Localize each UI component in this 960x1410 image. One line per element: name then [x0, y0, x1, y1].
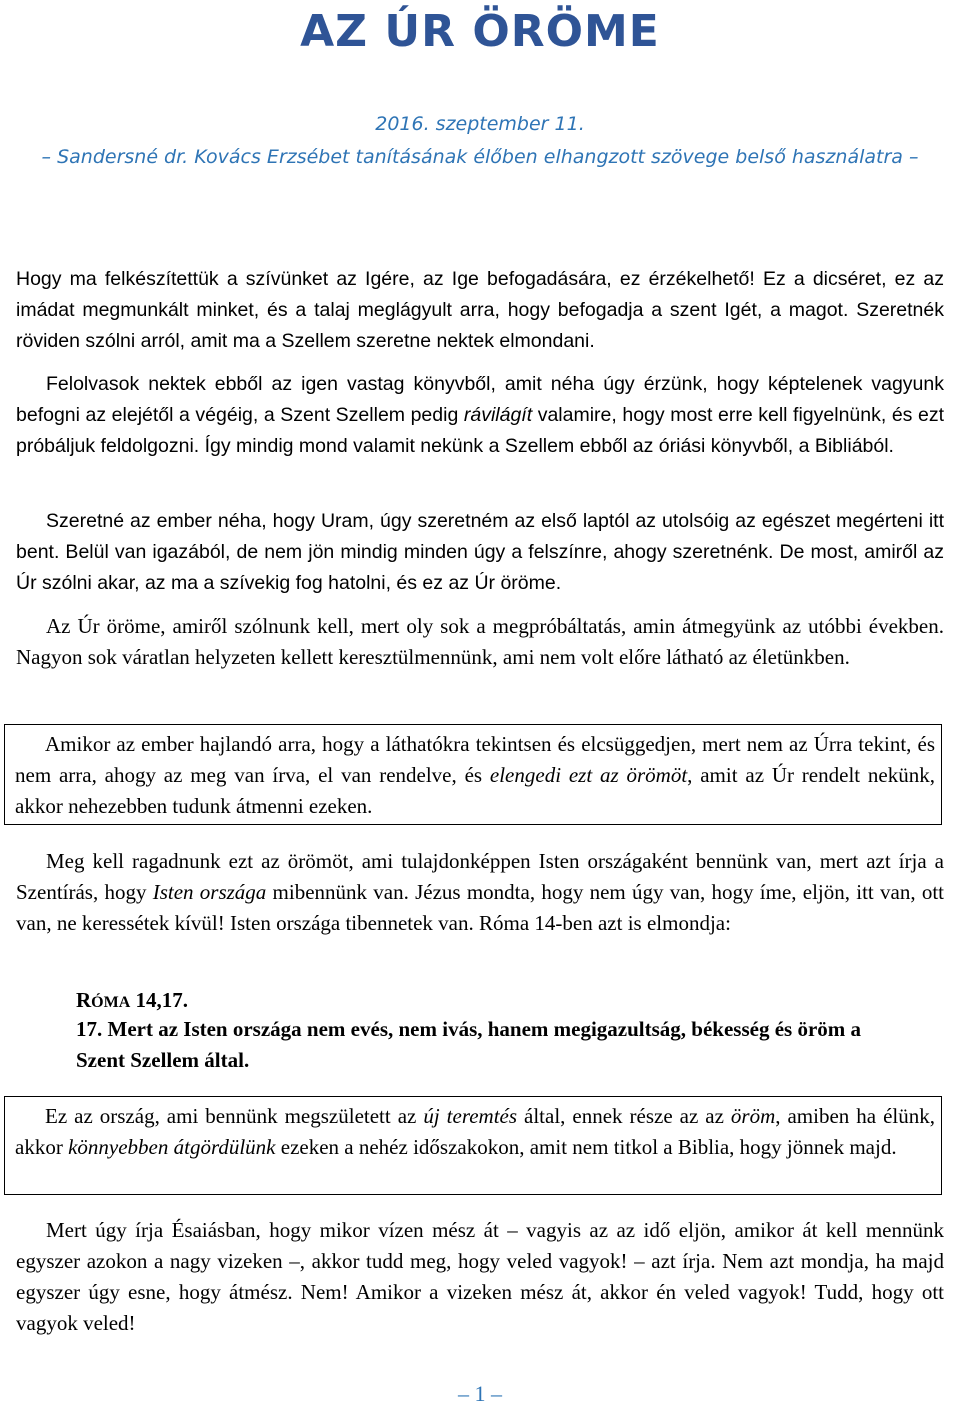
page-title: AZ ÚR ÖRÖME [300, 6, 660, 57]
highlight-box-1 [4, 724, 942, 825]
box-1-text-b: , amit az Úr rendelt nekünk, akkor nehezebben tudunk átmenni ezeken. [15, 763, 935, 818]
paragraph-5 [16, 846, 944, 939]
box-2-emphasis-3: könnyebben átgördülünk [68, 1135, 276, 1159]
highlight-box-2 [4, 1096, 942, 1195]
reference-number: 14,17. [130, 988, 189, 1012]
scripture-quote: 17. Mert az Isten országa nem evés, nem ivás, hanem megigazultság, békesség és öröm a Szent Szellem által. [76, 1017, 862, 1072]
paragraph-4: Az Úr öröme, amiről szólnunk kell, mert oly sok a megpróbáltatás, amin átmegyünk az utóbbi években. Nagyon sok váratlan helyzeten kellett keresztülmennünk, ami nem volt előre látható az életünkben. [16, 614, 944, 669]
paragraph-2-text-a: Felolvasok nektek ebből az igen vastag könyvből, amit néha úgy érzünk, hogy képtelenek vagyunk befogni az elejétől a végéig, a Szent Szellem pedig [16, 373, 944, 426]
box-2-text-a: Ez az ország, ami bennünk megszületett az [45, 1104, 424, 1128]
paragraph-3: Szeretné az ember néha, hogy Uram, úgy szeretném az első laptól az utolsóig az egészet megérteni itt bent. Belül van igazából, de nem jön mindig minden úgy a felszínre, ahogy szeretnénk. De most, amiről az Úr szólni akar, az ma a szívekig fog hatolni, és ez az Úr öröme. [16, 510, 944, 594]
paragraph-2-text-b: valamire, hogy most erre kell figyelnünk, és ezt próbáljuk feldolgozni. Így mindig mond valamit nekünk a Szellem ebből az óriási könyvből, a Bibliából. [16, 404, 944, 457]
box-1-text-a: Amikor az ember hajlandó arra, hogy a láthatókra tekintsen és elcsüggedjen, mert nem az Úrra tekint, és nem arra, ahogy az meg van írva, el van rendelve, és [15, 732, 935, 787]
reference-initial: R [76, 988, 92, 1012]
page-number: – 1 – [458, 1381, 502, 1406]
box-2-emphasis-1: új teremtés [423, 1104, 518, 1128]
date-line: 2016. szeptember 11. [375, 113, 585, 135]
paragraph-6: Mert úgy írja Ésaiásban, hogy mikor vízen mész át – vagyis az az idő eljön, amikor át kell mennünk egyszer azokon a nagy vizeken –, akkor tudd meg, hogy veled vagyok! – azt írja. Nem azt mondja, ha majd egyszer úgy esne, hogy átmész. Nem! Amikor a vizeken mész át, akkor én veled vagyok! Tudd, hogy ott vagyok veled! [16, 1218, 944, 1335]
box-1-emphasis: elengedi ezt az örömöt [489, 763, 688, 787]
box-2-emphasis-2: öröm [730, 1104, 776, 1128]
box-2-text-b: által, ennek része az az [517, 1104, 731, 1128]
box-1-text [15, 729, 935, 822]
reference-small-caps: ÓMA [91, 994, 131, 1011]
paragraph-5-text-b: mibennünk van. Jézus mondta, hogy nem úgy van, hogy íme, eljön, itt van, ott van, ne keressétek kívül! Isten országa tibennetek van. Róma 14-ben azt is elmondja: [16, 880, 944, 935]
paragraph-1: Hogy ma felkészítettük a szívünket az Igére, az Ige befogadására, ez érzékelhető! Ez a dicséret, ez az imádat megmunkált minket, és a talaj meglágyult arra, hogy befogadja a szent Igét, a magot. Szeretnék röviden szólni arról, amit ma a Szellem szeretne nektek elmondani. [16, 268, 944, 352]
box-2-text-c: , amiben ha élünk, akkor [15, 1104, 935, 1159]
paragraph-2-emphasis: rávilágít [463, 404, 533, 426]
paragraph-2 [16, 369, 944, 462]
box-2-text-d: ezeken a nehéz időszakokon, amit nem titkol a Biblia, hogy jönnek majd. [275, 1135, 897, 1159]
box-2-text [15, 1101, 935, 1163]
paragraph-5-emphasis: Isten országa [152, 880, 267, 904]
subtitle-line: – Sandersné dr. Kovács Erzsébet tanításának élőben elhangzott szövege belső használatra – [41, 146, 919, 168]
paragraph-5-text-a: Meg kell ragadnunk ezt az örömöt, ami tulajdonképpen Isten országaként bennünk van, mert azt írja a Szentírás, hogy [16, 849, 944, 904]
scripture-reference [76, 986, 188, 1017]
